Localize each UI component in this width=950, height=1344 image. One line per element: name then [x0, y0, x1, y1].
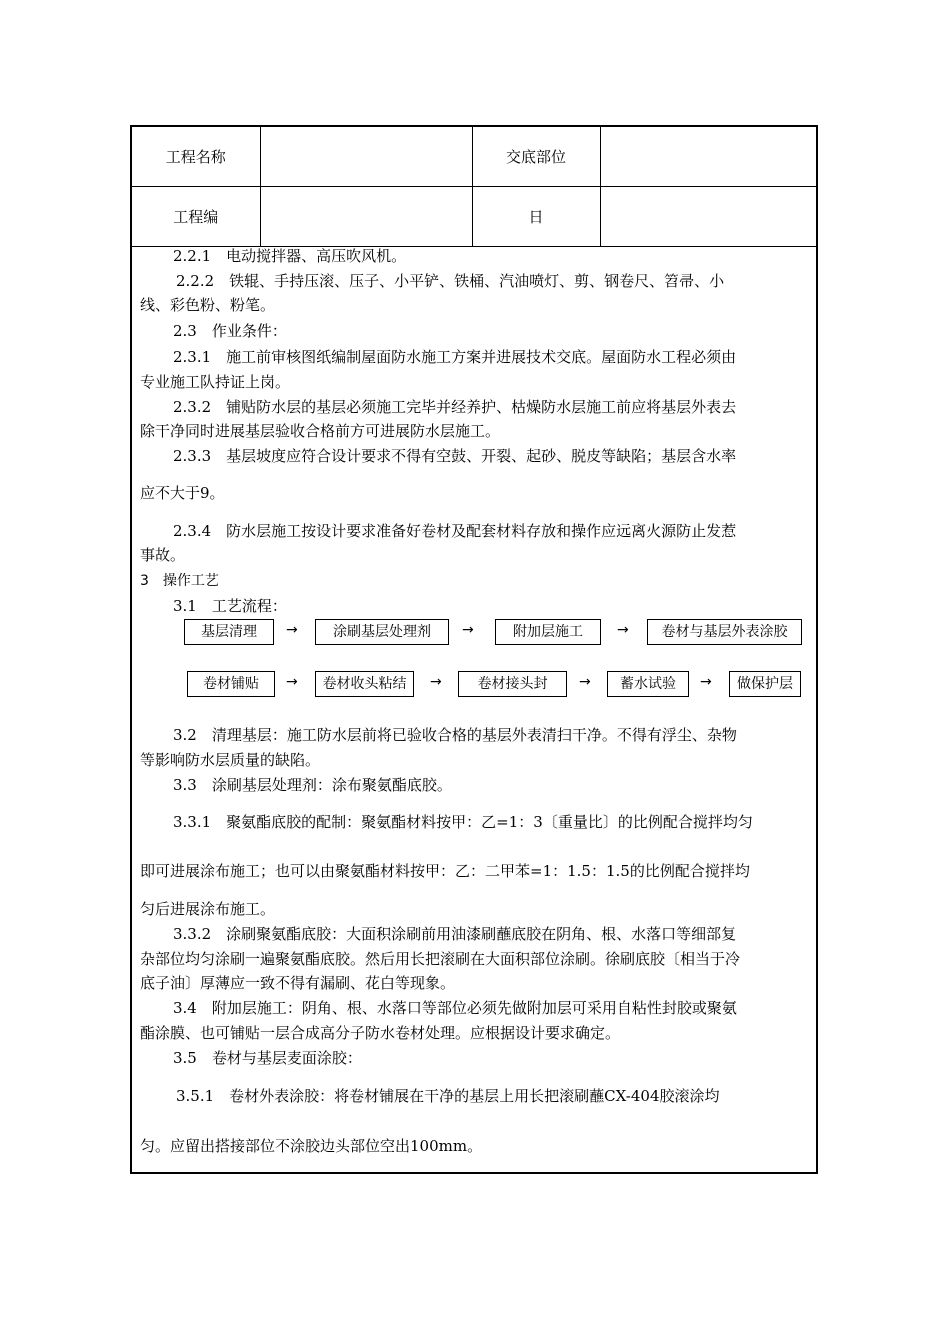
para-2-3-1: 2.3.1 施工前审核图纸编制屋面防水施工方案并进展技术交底。屋面防水工程必须由: [173, 348, 737, 366]
date-value: [600, 186, 816, 246]
arrow-icon: →: [700, 674, 712, 690]
para-2-3-2: 2.3.2 铺贴防水层的基层必须施工完毕并经养护、枯燥防水层施工前应将基层外表去: [173, 398, 737, 416]
flow-step-8: 蓄水试验: [607, 671, 689, 697]
para-3-4: 3.4 附加层施工：阴角、根、水落口等部位必须先做附加层可采用自粘性封胶或聚氨: [173, 999, 737, 1017]
para-2-2-1: 2.2.1 电动搅拌器、高压吹风机。: [173, 247, 407, 265]
para-2-3-2-cont: 除干净同时进展基层验收合格前方可进展防水层施工。: [140, 422, 501, 440]
para-2-3-1-cont: 专业施工队持证上岗。: [140, 373, 291, 391]
project-name-value: [260, 127, 472, 186]
para-2-3-4-cont: 事故。: [140, 546, 186, 564]
para-3-3-2-cont: 杂部位均匀涂刷一遍聚氨酯底胶。然后用长把滚刷在大面积部位涂刷。徐刷底胶〔相当于冷: [140, 950, 741, 968]
para-2-2-2: 2.2.2 铁辊、手持压滚、压子、小平铲、铁桶、汽油喷灯、剪、钢卷尺、笤帚、小: [176, 272, 725, 290]
arrow-icon: →: [617, 622, 629, 638]
project-no-value: [260, 186, 472, 246]
para-3-5-1-cont: 匀。应留出搭接部位不涂胶边头部位空出100mm。: [140, 1137, 483, 1155]
heading-3-1: 3.1 工艺流程：: [173, 597, 287, 615]
para-3-3-1-cont2: 匀后进展涂布施工。: [140, 900, 276, 918]
project-name-label: 工程名称: [132, 127, 260, 186]
heading-3-5: 3.5 卷材与基层麦面涂胶：: [173, 1049, 362, 1067]
para-2-3-3: 2.3.3 基层坡度应符合设计要求不得有空鼓、开裂、起砂、脱皮等缺陷；基层含水率: [173, 447, 737, 465]
arrow-icon: →: [430, 674, 442, 690]
flow-step-4: 卷材与基层外表涂胶: [647, 619, 802, 645]
flow-step-5: 卷材铺贴: [187, 671, 275, 697]
para-2-3-4: 2.3.4 防水层施工按设计要求准备好卷材及配套材料存放和操作应远离火源防止发惹: [173, 522, 737, 540]
para-3-4-cont: 酯涂膜、也可铺贴一层合成高分子防水卷材处理。应根据设计要求确定。: [140, 1024, 621, 1042]
arrow-icon: →: [579, 674, 591, 690]
handover-part-label: 交底部位: [472, 127, 600, 186]
date-label: 日: [472, 186, 600, 246]
para-3-3-2-cont2: 底子油〕厚薄应一致不得有漏刷、花白等现象。: [140, 974, 456, 992]
arrow-icon: →: [462, 622, 474, 638]
para-2-3-3-cont: 应不大于9。: [140, 484, 225, 502]
project-no-label: 工程编: [132, 186, 260, 246]
heading-3: 3 操作工艺: [140, 573, 219, 589]
heading-3-3: 3.3 涂刷基层处理剂：涂布聚氨酯底胶。: [173, 776, 452, 794]
para-2-2-2-cont: 线、彩色粉、粉笔。: [140, 296, 276, 314]
handover-part-value: [600, 127, 816, 186]
arrow-icon: →: [286, 674, 298, 690]
para-3-3-2: 3.3.2 涂刷聚氨酯底胶：大面积涂刷前用油漆刷蘸底胶在阴角、根、水落口等细部复: [173, 925, 737, 943]
header-table: [132, 127, 816, 247]
para-3-2: 3.2 清理基层：施工防水层前将已验收合格的基层外表清扫干净。不得有浮尘、杂物: [173, 726, 737, 744]
flow-step-7: 卷材接头封: [458, 671, 567, 697]
para-3-5-1: 3.5.1 卷材外表涂胶：将卷材铺展在干净的基层上用长把滚刷蘸CX-404胶滚涂均: [176, 1087, 720, 1105]
flow-step-2: 涂刷基层处理剂: [315, 619, 449, 645]
para-3-2-cont: 等影响防水层质量的缺陷。: [140, 751, 321, 769]
arrow-icon: →: [286, 622, 298, 638]
heading-2-3: 2.3 作业条件：: [173, 322, 287, 340]
flow-step-1: 基层清理: [184, 619, 274, 645]
para-3-3-1: 3.3.1 聚氨酯底胶的配制：聚氨酯材料按甲：乙=1：3〔重量比〕的比例配合搅拌均匀: [173, 813, 753, 831]
flow-step-3: 附加层施工: [495, 619, 601, 645]
flow-step-6: 卷材收头粘结: [315, 671, 414, 697]
flow-step-9: 做保护层: [729, 671, 801, 697]
para-3-3-1-cont: 即可进展涂布施工；也可以由聚氨酯材料按甲：乙：二甲苯=1：1.5：1.5的比例配合搅拌均: [140, 862, 750, 880]
